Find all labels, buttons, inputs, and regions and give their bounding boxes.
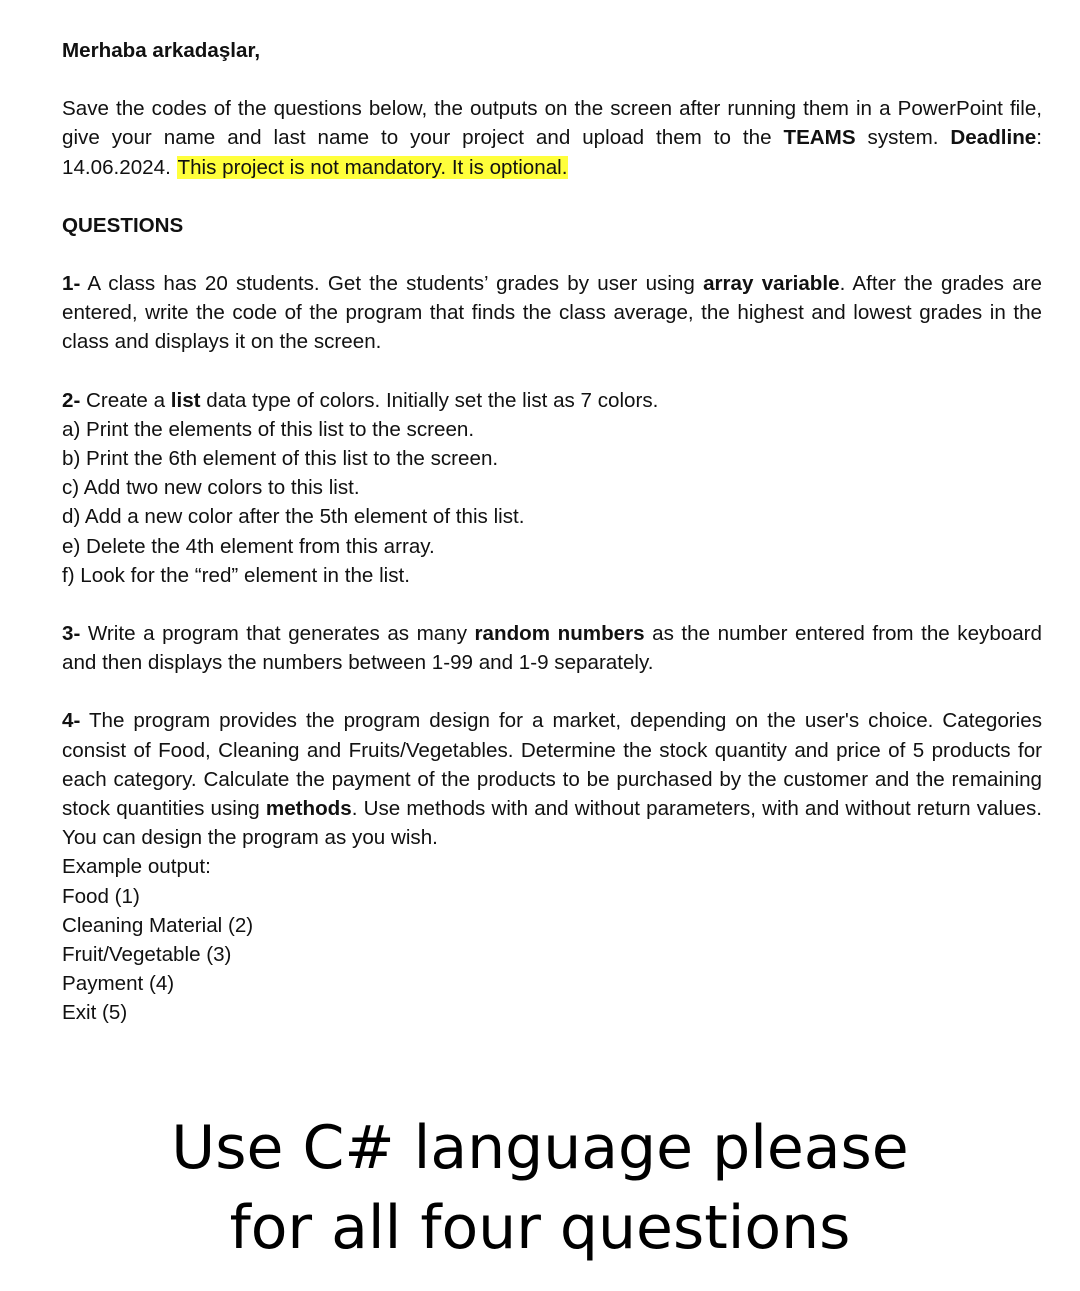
greeting: Merhaba arkadaşlar, (62, 39, 261, 62)
question-2-item: f) Look for the “red” element in the list. (62, 563, 410, 587)
question-1-number: 1- (62, 272, 81, 296)
question-3-number: 3- (62, 622, 81, 646)
question-1-bold: array variable (703, 272, 840, 296)
question-3-text-2: as the number entered from the keyboard and then displays the numbers between 1-99 and 1-9 separately. (62, 622, 1042, 675)
menu-option: Fruit/Vegetable (3) (62, 943, 232, 967)
questions-heading: QUESTIONS (62, 213, 184, 237)
question-2-text-1: Create a (80, 388, 171, 412)
csharp-request-line-1: Use C# language please (171, 1113, 909, 1183)
question-2-item: b) Print the 6th element of this list to the screen. (62, 447, 499, 471)
optional-highlight: This project is not mandatory. It is optional. (177, 155, 568, 179)
question-4-text-2: . Use methods with and without parameters, with and without return values. You can design the program as you wish. (62, 797, 1042, 850)
question-3-bold: random numbers (474, 622, 645, 646)
question-1-text-1: A class has 20 students. Get the students’ grades by user using (80, 272, 704, 296)
intro-date-text: : 14.06.2024. (62, 126, 1042, 179)
intro-paragraph (62, 94, 1042, 182)
menu-option: Payment (4) (62, 972, 175, 996)
question-2-bold: list (170, 388, 201, 412)
intro-teams-bold: TEAMS (783, 126, 856, 150)
question-4-paragraph (62, 706, 1042, 852)
question-1 (62, 269, 1042, 357)
question-2-item: c) Add two new colors to this list. (62, 476, 360, 500)
csharp-request-note (0, 1108, 1080, 1268)
question-4-text-1: The program provides the program design for a market, depending on the user's choice. Categories consist of Food, Cleaning and Fruits/Vegetables. Determine the stock quantity and price of 5 products for each category. Calculate the payment of the products to be purchased by the customer and the remaining stock quantities using (62, 709, 1042, 821)
question-4-bold: methods (265, 797, 352, 821)
question-2-intro (62, 386, 1042, 415)
question-3 (62, 619, 1042, 677)
menu-option: Exit (5) (62, 1001, 128, 1025)
intro-deadline-bold: Deadline (950, 126, 1037, 150)
intro-text-2: system. (855, 126, 951, 150)
document-body (62, 36, 1042, 1028)
question-3-text-1: Write a program that generates as many (80, 622, 475, 646)
question-2-item: d) Add a new color after the 5th element of this list. (62, 505, 525, 529)
question-2-number: 2- (62, 388, 81, 412)
example-output-label: Example output: (62, 855, 211, 879)
question-4-number: 4- (62, 709, 81, 733)
question-2-item: a) Print the elements of this list to the screen. (62, 417, 475, 441)
question-4 (62, 706, 1042, 1027)
question-2 (62, 386, 1042, 590)
csharp-request-line-2: for all four questions (229, 1193, 851, 1263)
question-1-text-2: . After the grades are entered, write the code of the program that finds the class average, the highest and lowest grades in the class and displays it on the screen. (62, 272, 1042, 354)
question-2-item: e) Delete the 4th element from this array. (62, 534, 435, 558)
menu-option: Cleaning Material (2) (62, 913, 254, 937)
question-2-text-2: data type of colors. Initially set the list as 7 colors. (200, 388, 659, 412)
menu-option: Food (1) (62, 884, 140, 908)
intro-text-1: Save the codes of the questions below, the outputs on the screen after running them in a PowerPoint file, give your name and last name to your project and upload them to the (62, 97, 1042, 150)
